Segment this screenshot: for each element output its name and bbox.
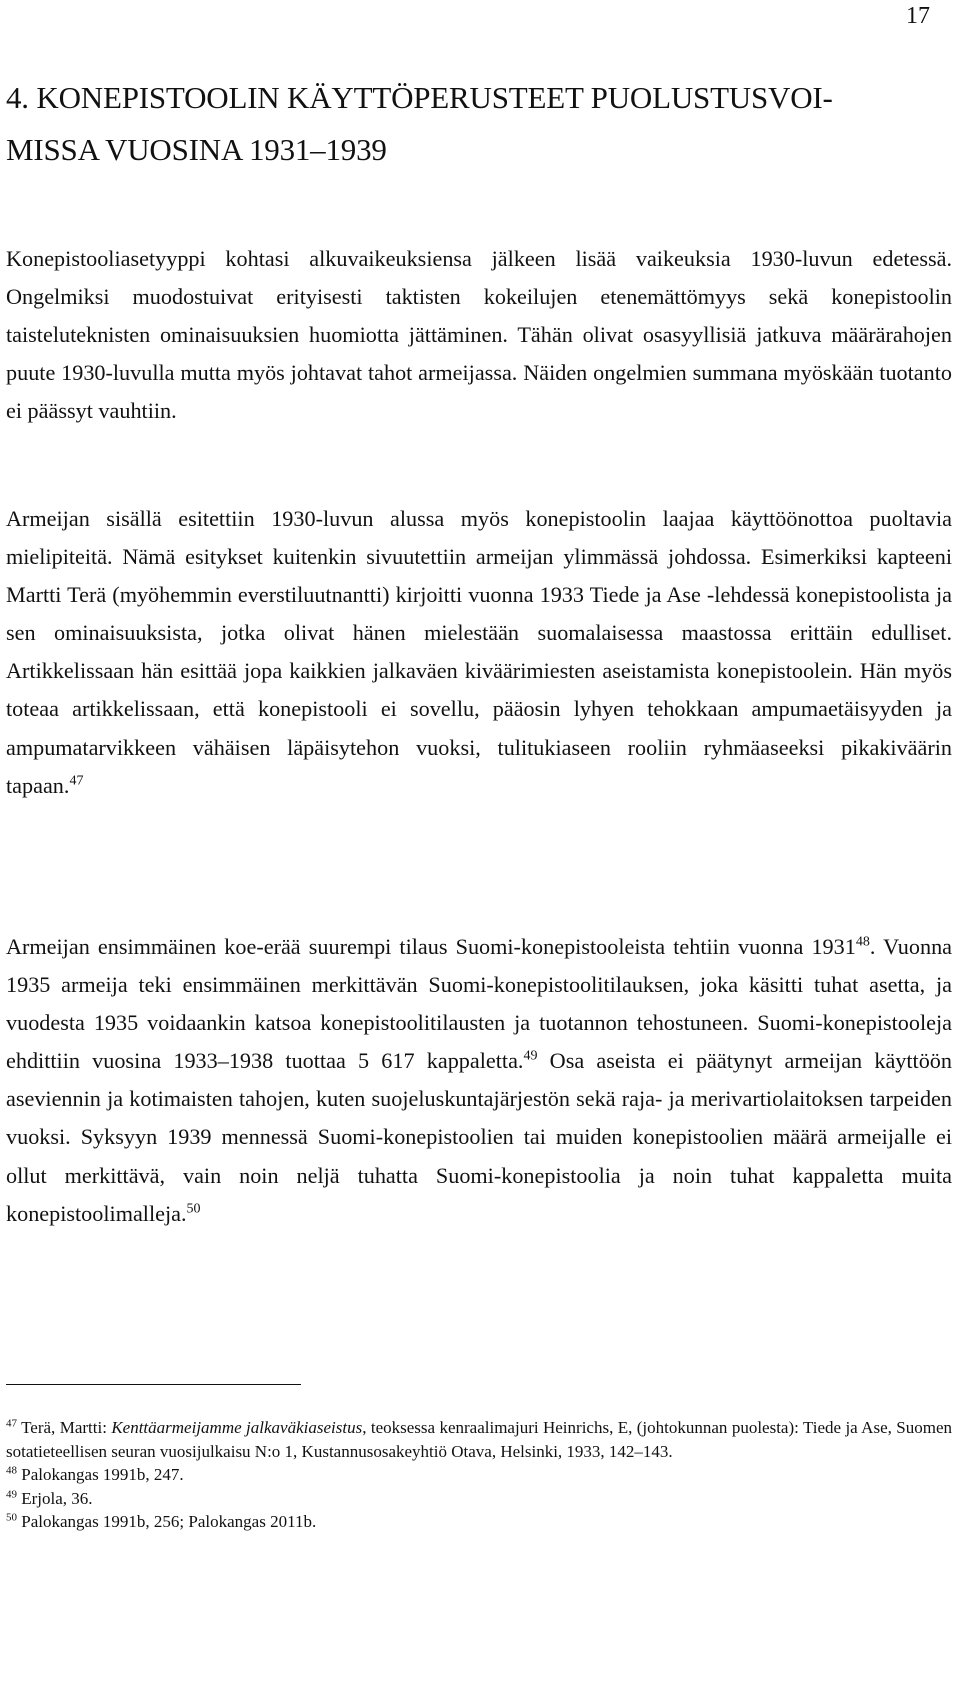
- footnotes: [6, 1416, 952, 1534]
- paragraph-2-text: Armeijan sisällä esitettiin 1930-luvun alussa myös konepistoolin laajaa käyttöönottoa puoltavia mielipiteitä. Nämä esitykset kuitenkin sivuutettiin armeijan ylimmässä johdossa. Esimerkiksi kapteeni Martti Terä (myöhemmin everstiluutnantti) kirjoitti vuonna 1933 Tiede ja Ase -lehdessä konepistoolista ja sen ominaisuuksista, jotka olivat hänen mielestään suomalaisessa maastossa erittäin edulliset. Artikkelissaan hän esittää jopa kaikkien jalkaväen kiväärimiesten aseistamista konepistoolein. Hän myös toteaa artikkelissaan, että konepistooli ei sovellu, pääosin lyhyen tehokkaan ampumaetäisyyden ja ampumatarvikkeen vähäisen läpäisytehon vuoksi, tulitukiaseen rooliin ryhmäaseeksi pikakiväärin tapaan.: [6, 506, 952, 798]
- footnote-text: , teoksessa kenraalimajuri Heinrichs, E, (johtokunnan puolesta): Tiede ja Ase, Suomen sotatieteellisen seuran vuosijulkaisu N:o 1, Kustannusosakeyhtiö Otava, Helsinki, 1933, 142–143.: [6, 1418, 952, 1461]
- paragraph-3-text-c: Osa aseista ei päätynyt armeijan käyttöön aseviennin ja kotimaisten tahojen, kuten suojeluskuntajärjestön sekä raja- ja merivartiolaitoksen tarpeiden vuoksi. Syksyyn 1939 mennessä Suomi-konepistoolien tai muiden konepistoolien määrä armeijalle ei ollut merkittävä, vain noin neljä tuhatta Suomi-konepistoolia ja noin tuhat kappaletta muita konepistoolimalleja.: [6, 1048, 952, 1226]
- paragraph-1-text: Konepistooliasetyyppi kohtasi alkuvaikeuksiensa jälkeen lisää vaikeuksia 1930-luvun edetessä. Ongelmiksi muodostuivat erityisesti taktisten kokeilujen etenemättömyys sekä konepistoolin taisteluteknisten ominaisuuksien huomiotta jättäminen. Tähän olivat osasyyllisiä jatkuva määrärahojen puute 1930-luvulla mutta myös johtavat tahot armeijassa. Näiden ongelmien summana myöskään tuotanto ei päässyt vauhtiin.: [6, 246, 952, 424]
- body-paragraph-3: [6, 928, 952, 1233]
- footnote-number: 48: [6, 1464, 17, 1477]
- footnote-number: 50: [6, 1511, 17, 1524]
- footnote-text: Terä, Martti:: [21, 1418, 112, 1437]
- footnote-ref-47[interactable]: 47: [69, 773, 84, 789]
- footnote-text: Palokangas 1991b, 256; Palokangas 2011b.: [21, 1512, 317, 1532]
- paragraph-3-text-a: Armeijan ensimmäinen koe-erää suurempi tilaus Suomi-konepistooleista tehtiin vuonna 1931: [6, 934, 856, 959]
- footnote-number: 47: [6, 1417, 17, 1430]
- footnote-divider: [6, 1384, 301, 1385]
- footnote-ref-50[interactable]: 50: [186, 1201, 201, 1217]
- footnote-text: Palokangas 1991b, 247.: [21, 1465, 184, 1485]
- footnote-49: [6, 1487, 952, 1511]
- chapter-title-line-1: 4. KONEPISTOOLIN KÄYTTÖPERUSTEET PUOLUSTUSVOI-: [6, 80, 833, 115]
- footnote-ref-49[interactable]: 49: [523, 1048, 538, 1064]
- chapter-title-line-2: MISSA VUOSINA 1931–1939: [6, 132, 387, 167]
- footnote-ref-48[interactable]: 48: [855, 934, 870, 950]
- footnote-47: [6, 1416, 952, 1463]
- footnote-number: 49: [6, 1488, 17, 1501]
- footnote-50: [6, 1510, 952, 1534]
- paragraph-3-text-b: . Vuonna 1935 armeija teki ensimmäinen merkittävän Suomi-konepistoolitilauksen, joka käsitti tuhat asetta, ja vuodesta 1935 voidaankin katsoa konepistoolitilausten ja tuotannon tehostuneen. Suomi-konepistooleja ehdittiin vuosina 1933–1938 tuottaa 5 617 kappaletta.: [6, 934, 953, 1074]
- footnote-48: [6, 1463, 952, 1487]
- chapter-title: [6, 72, 886, 176]
- page-number: 17: [906, 3, 930, 29]
- footnote-text: Erjola, 36.: [21, 1488, 93, 1508]
- footnote-title-italic: Kenttäarmeijamme jalkaväkiaseistus: [111, 1418, 363, 1437]
- body-paragraph-1: [6, 240, 952, 430]
- body-paragraph-2: [6, 500, 952, 805]
